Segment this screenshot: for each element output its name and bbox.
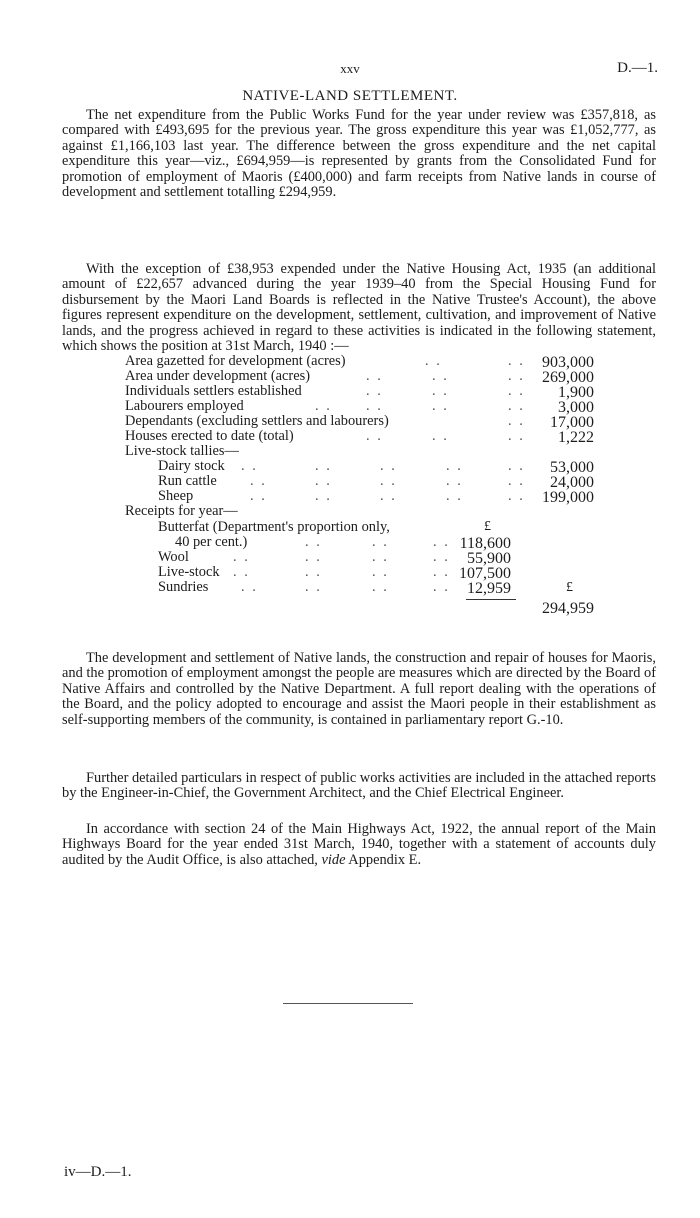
row-label: Live-stock [158,564,220,580]
paragraph-housing-act: With the exception of £38,953 expended under the Native Housing Act, 1935 (an additional amount of £22,657 advanced during the year 1939–40 from the Special Housing Fund for disbursement by the Maori Land Boards is reflected in the Native Trustee's Account), the above figures represent expenditure on the development, settlement, cultivation, and improvement of Native lands, and the progress achieved in regard to these activities is indicated in the following statement, which shows the position at 31st March, 1940 :— [62,261,656,355]
leader-dots: . . [508,383,525,399]
paragraph-expenditure: The net expenditure from the Public Works Fund for the year under review was £357,818, as compared with £493,695 for the previous year. The gross expenditure this year was £1,052,777, as against £1,166,103 last year. The difference between the gross expenditure and the net capital expenditure this year—viz., £694,959—is represented by grants from the Consolidated Fund for promotion of employment of Maoris (£400,000) and farm receipts from Native lands in course of development and settlement totalling £294,959. [62,107,656,201]
row-label: Labourers employed [125,398,244,414]
leader-dots: . . [432,398,449,414]
appendix-reference: Appendix E. [348,851,422,868]
statement-row-houses [125,429,595,444]
value-labourers: 3,000 [558,399,594,416]
leader-dots: . . [432,428,449,444]
leader-dots: . . [508,473,525,489]
leader-dots: . . [372,564,389,580]
leader-dots: . . [250,473,267,489]
row-label: Area gazetted for development (acres) [125,353,346,369]
leader-dots: . . [380,488,397,504]
statement-row-area-gazetted [125,354,595,369]
row-label: Sheep [158,488,194,504]
leader-dots: . . [508,428,525,444]
leader-dots: . . [433,534,450,550]
value-wool: 55,900 [467,550,511,567]
leader-dots: . . [315,488,332,504]
value-run-cattle: 24,000 [550,474,594,491]
paragraph-main-highways [62,822,656,868]
row-label: Dependants (excluding settlers and labourers) [125,413,389,429]
statement-row-livestock-receipts [158,565,458,580]
page-number: xxv [340,61,360,76]
leader-dots: . . [432,368,449,384]
row-label: Dairy stock [158,458,225,474]
statement-row-run-cattle [158,474,598,489]
leader-dots: . . [233,564,250,580]
leader-dots: . . [233,549,250,565]
main-highways-text: In accordance with section 24 of the Main Highways Act, 1922, the annual report of the Main Highways Board for the year ended 31st March, 1940, together with a statement of accounts duly audited by the Audit Office, is also attached, [62,821,656,868]
row-label: Wool [158,549,189,565]
statement-row-labourers [125,399,595,414]
leader-dots: . . [372,534,389,550]
leader-dots: . . [366,428,383,444]
row-label: Area under development (acres) [125,368,310,384]
leader-dots: . . [508,398,525,414]
leader-dots: . . [433,549,450,565]
leader-dots: . . [446,488,463,504]
pound-sign-total: £ [566,580,573,595]
leader-dots: . . [425,353,442,369]
document-reference: D.—1. [617,60,658,76]
statement-row-area-under [125,369,595,384]
value-livestock-receipts: 107,500 [459,565,511,582]
value-area-under: 269,000 [542,369,594,386]
leader-dots: . . [508,488,525,504]
row-label: Run cattle [158,473,217,489]
leader-dots: . . [315,398,332,414]
statement-row-dairy [158,459,598,474]
value-sheep: 199,000 [542,489,594,506]
value-area-gazetted: 903,000 [542,354,594,371]
value-butterfat: 118,600 [459,535,511,552]
vide-word: vide [321,851,346,868]
leader-dots: . . [241,458,258,474]
leader-dots: . . [508,413,525,429]
leader-dots: . . [433,564,450,580]
leader-dots: . . [433,579,450,595]
statement-row-sundries [158,580,458,595]
leader-dots: . . [250,488,267,504]
leader-dots: . . [366,368,383,384]
leader-dots: . . [446,473,463,489]
statement-row-sheep [158,489,598,504]
statement-row-butterfat [175,535,465,550]
leader-dots: . . [315,473,332,489]
leader-dots: . . [305,534,322,550]
leader-dots: . . [380,458,397,474]
row-label: Individuals settlers established [125,383,302,399]
statement-row-wool [158,550,458,565]
leader-dots: . . [372,549,389,565]
value-dairy: 53,000 [550,459,594,476]
butterfat-label-line1: Butterfat (Department's proportion only, [158,519,390,535]
livestock-heading: Live-stock tallies— [125,443,239,459]
leader-dots: . . [305,549,322,565]
section-title: NATIVE-LAND SETTLEMENT. [242,88,458,104]
leader-dots: . . [305,564,322,580]
paragraph-development-measures: The development and settlement of Native lands, the construction and repair of houses for Maoris, and the promotion of employment amongst the people are measures which are directed by the Board of Native Affairs and controlled by the Native Department. A full report dealing with the operations of the Board, and the policy adopted to encourage and assist the Maori people in their establishment as self-supporting members of the community, is contained in parliamentary report G.-10. [62,650,656,728]
statement-row-dependants [125,414,595,429]
leader-dots: . . [366,398,383,414]
row-label: Sundries [158,579,209,595]
value-settlers: 1,900 [558,384,594,401]
leader-dots: . . [241,579,258,595]
leader-dots: . . [446,458,463,474]
leader-dots: . . [432,383,449,399]
value-sundries: 12,959 [467,580,511,597]
leader-dots: . . [366,383,383,399]
leader-dots: . . [380,473,397,489]
row-label: 40 per cent.) [175,534,248,550]
leader-dots: . . [315,458,332,474]
value-receipts-total: 294,959 [542,600,594,617]
row-label: Houses erected to date (total) [125,428,294,444]
footer-signature: iv—D.—1. [64,1164,132,1180]
subtotal-rule [466,599,516,600]
paragraph-further-particulars: Further detailed particulars in respect of public works activities are included in the attached reports by the Engineer-in-Chief, the Government Architect, and the Chief Electrical Engineer. [62,770,656,802]
statement-row-settlers [125,384,595,399]
pound-sign-receipts: £ [484,519,491,534]
receipts-heading: Receipts for year— [125,503,238,519]
value-dependants: 17,000 [550,414,594,431]
leader-dots: . . [305,579,322,595]
value-houses: 1,222 [558,429,594,446]
leader-dots: . . [508,368,525,384]
leader-dots: . . [508,353,525,369]
closing-rule [283,1003,413,1004]
leader-dots: . . [372,579,389,595]
leader-dots: . . [508,458,525,474]
